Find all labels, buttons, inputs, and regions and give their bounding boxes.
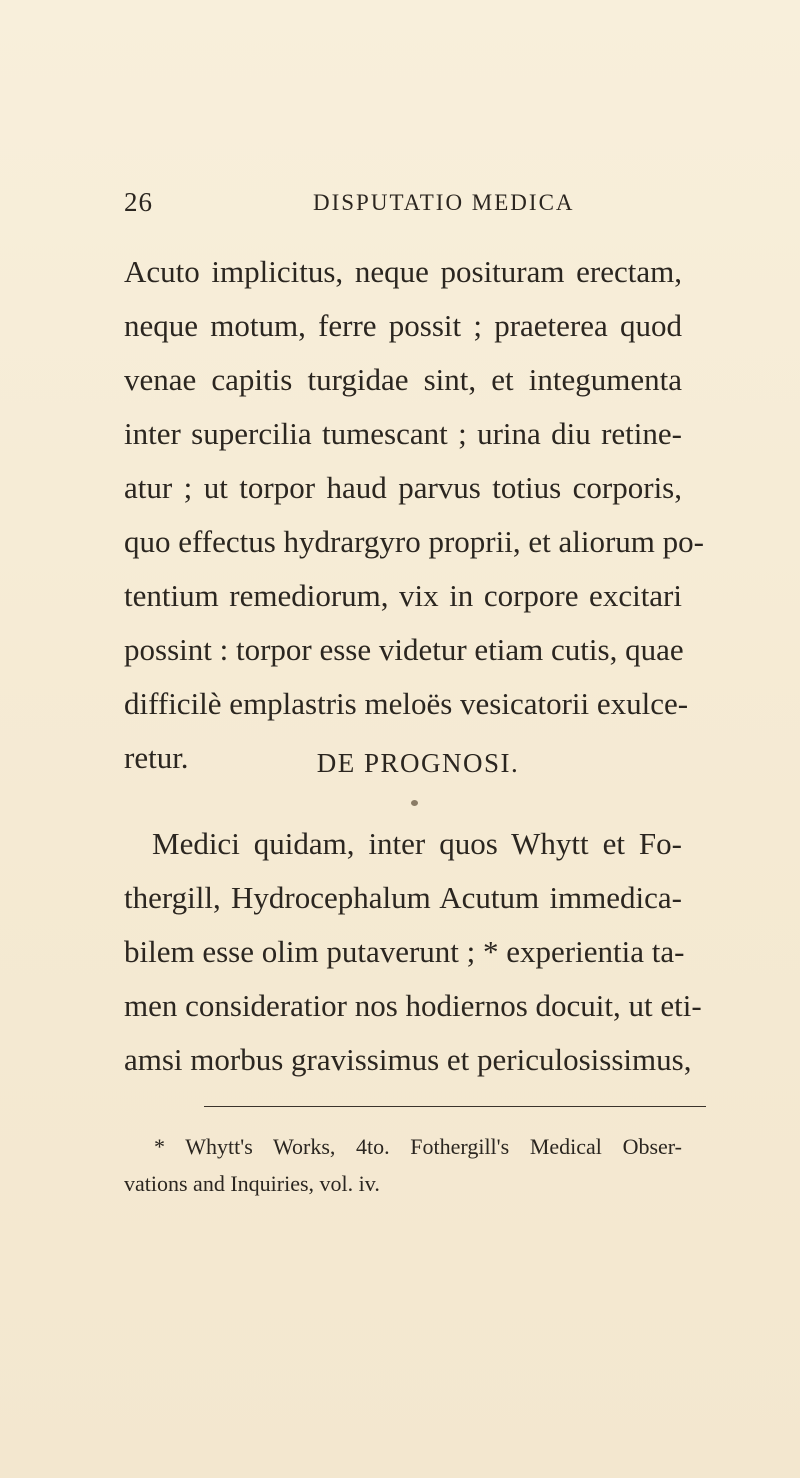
- paragraph-1: [124, 245, 704, 785]
- footnote-line: vations and Inquiries, vol. iv.: [124, 1171, 380, 1196]
- text-line: amsi morbus gravissimus et periculosissimus,: [124, 1042, 692, 1077]
- text-line: difficilè emplastris meloës vesicatorii exulce-: [124, 686, 689, 721]
- text-line: thergill, Hydrocephalum Acutum immedica-: [124, 880, 682, 915]
- text-line: tentium remediorum, vix in corpore excitari: [124, 578, 682, 613]
- text-line: quo effectus hydrargyro proprii, et aliorum po-: [124, 524, 704, 559]
- text-line: retur.: [124, 740, 189, 775]
- text-line: inter supercilia tumescant ; urina diu retine-: [124, 416, 682, 451]
- text-line: men consideratior nos hodiernos docuit, ut eti-: [124, 988, 702, 1023]
- text-line: bilem esse olim putaverunt ; * experientia ta-: [124, 934, 685, 969]
- ornament-dot: [411, 800, 418, 806]
- page-number: 26: [124, 187, 153, 217]
- paragraph-2: [124, 817, 702, 1087]
- text-line: atur ; ut torpor haud parvus totius corporis,: [124, 470, 682, 505]
- text-line: Acuto implicitus, neque posituram erectam,: [124, 254, 682, 289]
- section-heading: DE PROGNOSI.: [316, 748, 520, 778]
- footnote: [124, 1128, 682, 1202]
- footnote-line: * Whytt's Works, 4to. Fothergill's Medical Obser-: [154, 1134, 682, 1159]
- text-line: possint : torpor esse videtur etiam cutis, quae: [124, 632, 684, 667]
- running-head: [124, 187, 684, 227]
- running-title: DISPUTATIO MEDICA: [313, 190, 575, 215]
- text-line: Medici quidam, inter quos Whytt et Fo-: [152, 826, 682, 861]
- text-line: venae capitis turgidae sint, et integumenta: [124, 362, 682, 397]
- text-line: neque motum, ferre possit ; praeterea quod: [124, 308, 682, 343]
- footnote-rule: [204, 1106, 706, 1107]
